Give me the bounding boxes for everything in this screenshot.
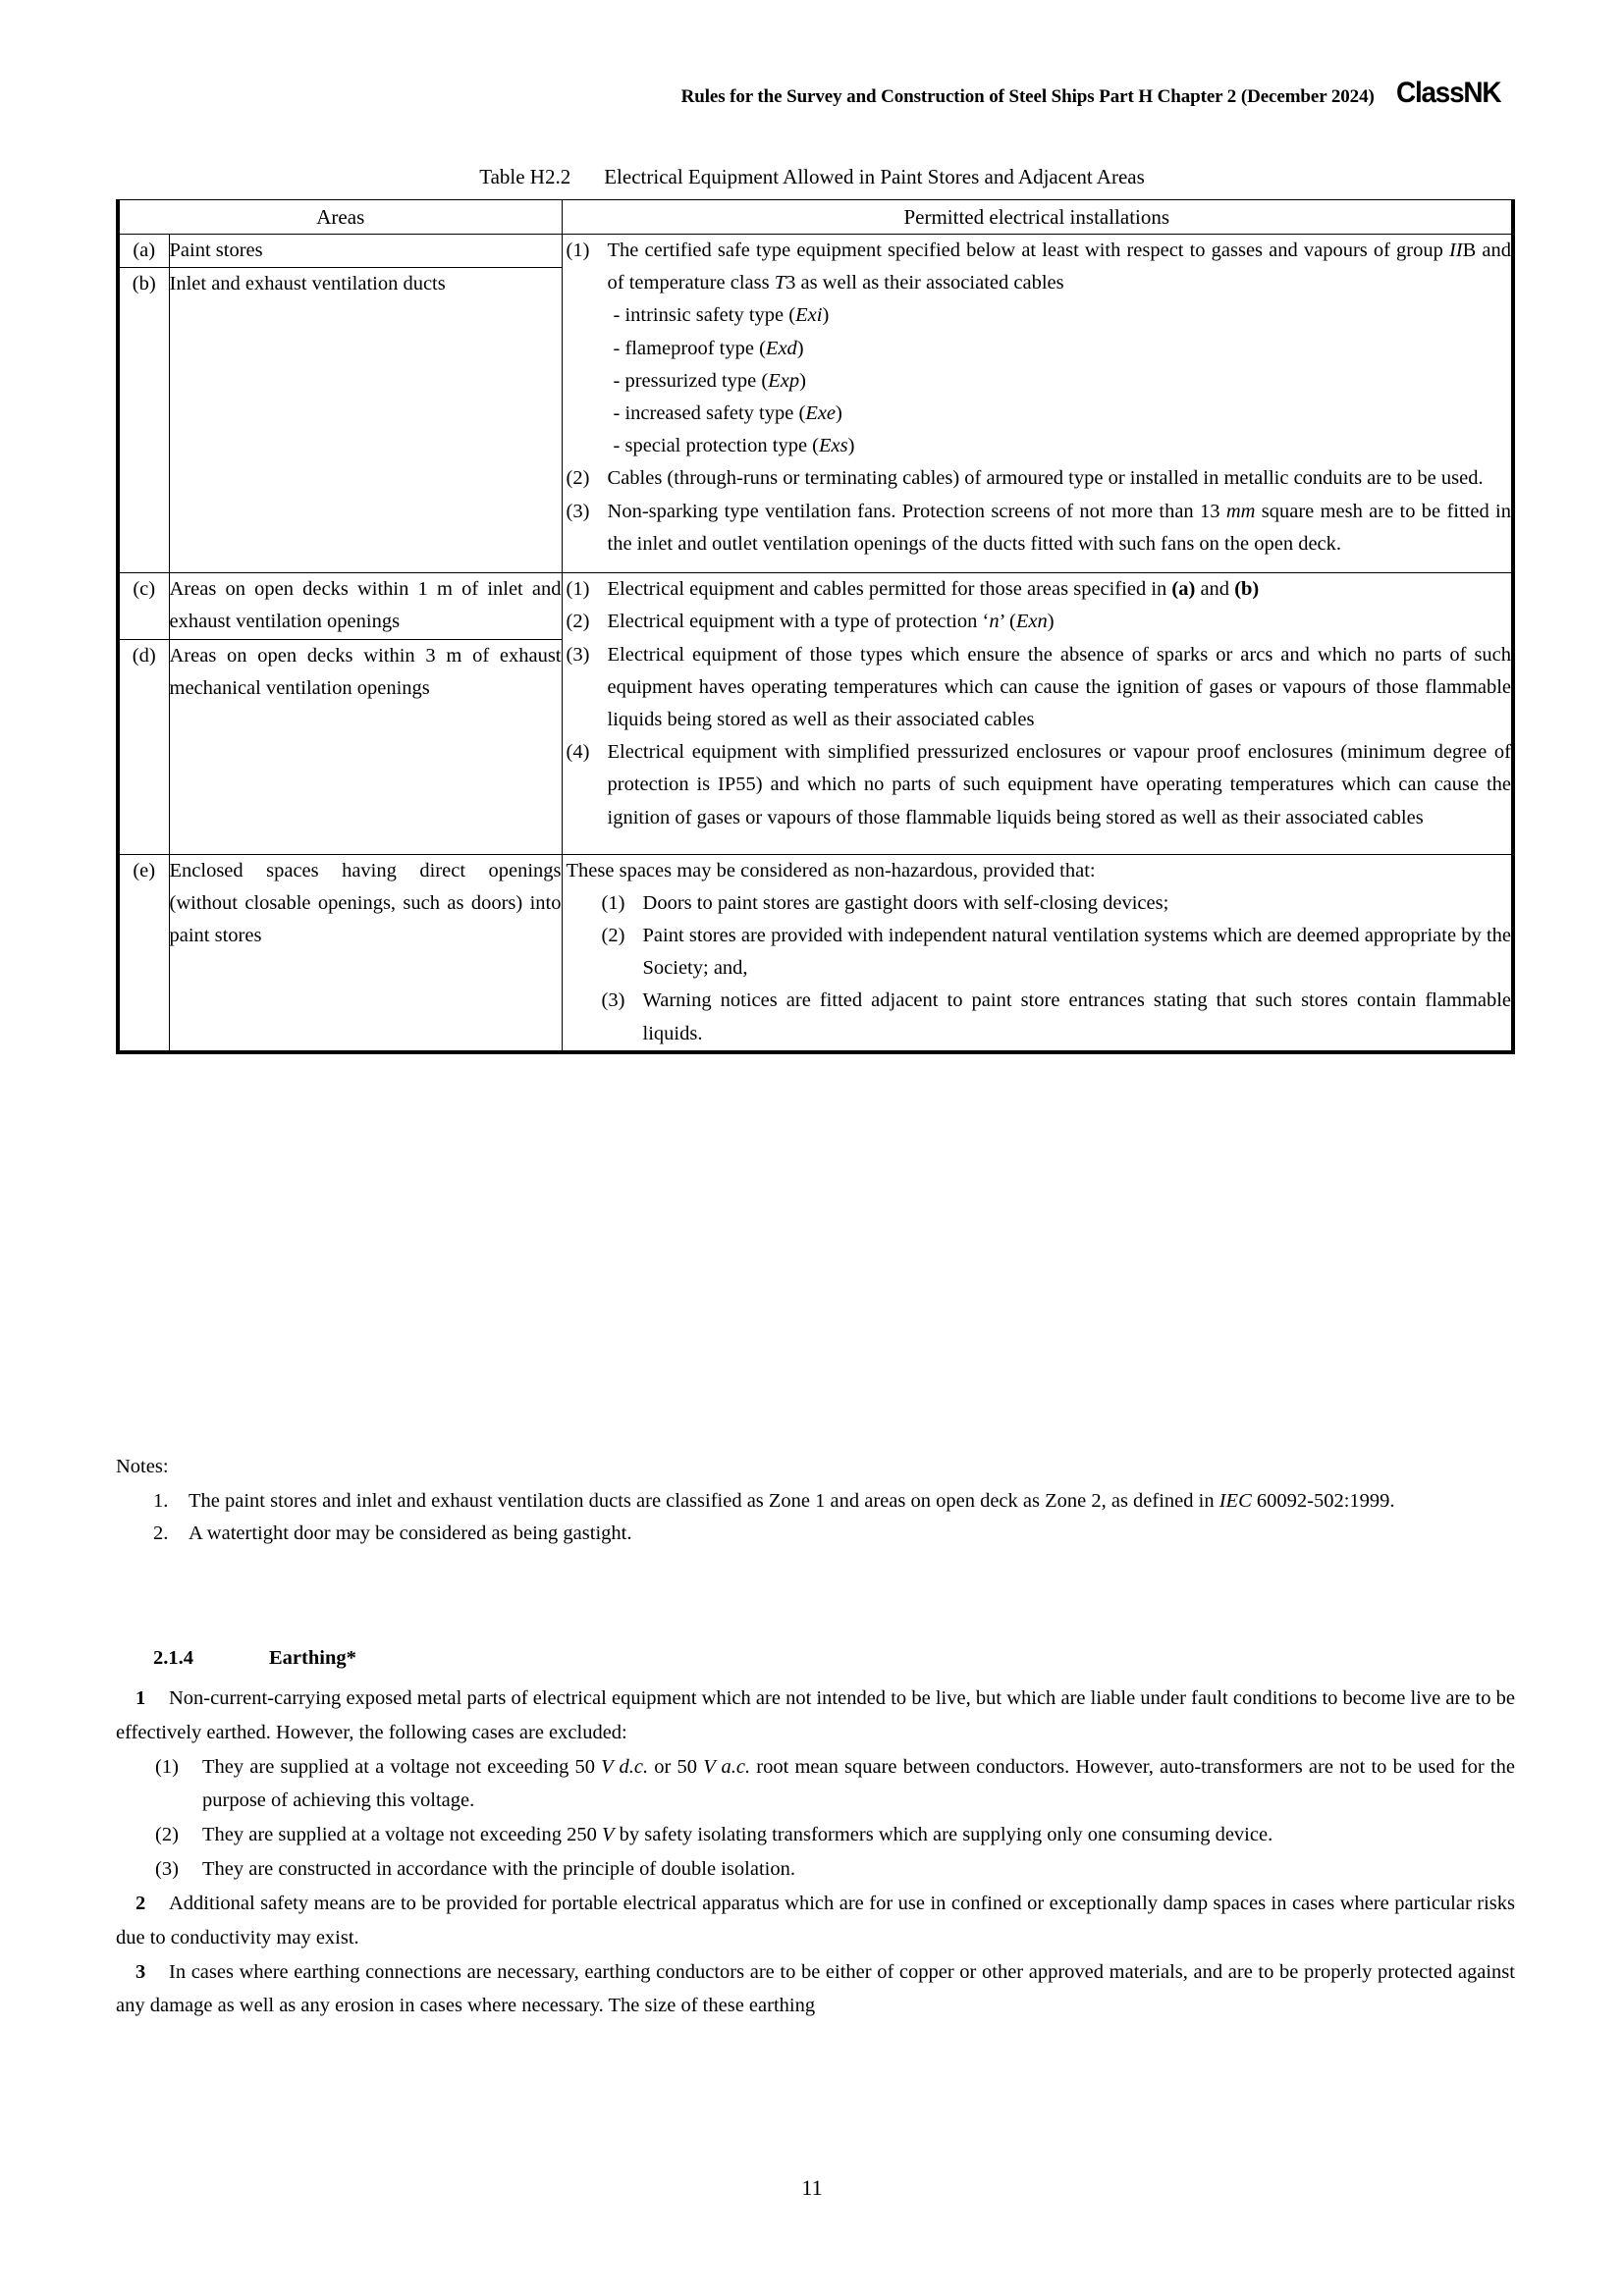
ex-type-code: Exd <box>765 337 797 359</box>
running-header <box>0 77 1624 110</box>
permitted-cell-ab <box>562 235 1513 573</box>
row-area-a: Paint stores <box>169 235 562 268</box>
row-area-d: Areas on open decks within 3 m of exhaust mechanical ventilation openings <box>169 639 562 854</box>
list-item <box>614 333 1512 365</box>
item-text-mid: and <box>1195 578 1235 601</box>
column-header-areas: Areas <box>118 200 562 235</box>
item-text-part1: Electrical equipment and cables permitted for those areas specified in <box>607 578 1172 601</box>
sub-item-number: (3) <box>155 1858 179 1881</box>
paragraph-text: In cases where earthing connections are necessary, earthing conductors are to be either of copper or other approved materials, and are to be properly protected against any damage as well as any erosion in cases where necessary. The size of these earthing <box>116 1960 1515 2017</box>
list-item <box>614 365 1512 398</box>
ex-type-list <box>563 299 1512 462</box>
row-letter-a: (a) <box>118 235 169 268</box>
list-item <box>563 606 1512 638</box>
ex-type-code: Exs <box>819 435 848 457</box>
sub-item <box>155 1852 1515 1887</box>
item-text: Electrical equipment with simplified pressurized enclosures or vapour proof enclosures (minimum degree of protection is IP55) and which no parts of such equipment have operating temperatures which can cause the ignition of gases or vapours of those flammable liquids being stored as well as their associated cables <box>607 741 1512 828</box>
paragraph-number: 1 <box>135 1686 146 1709</box>
voltage-dc: V d.c. <box>601 1755 649 1778</box>
list-item <box>563 235 1512 299</box>
item-text-part2: ’ ( <box>999 611 1016 633</box>
note-text-part1: The paint stores and inlet and exhaust ventilation ducts are classified as Zone 1 and areas on open deck as Zone 2, as defined in <box>189 1490 1219 1513</box>
item-text-part1: Non-sparking type ventilation fans. Protection screens of not more than 13 <box>607 500 1226 522</box>
sub-text: They are constructed in accordance with the principle of double isolation. <box>202 1858 795 1881</box>
row-area-b: Inlet and exhaust ventilation ducts <box>169 268 562 573</box>
item-number: (4) <box>566 741 590 764</box>
item-text: Electrical equipment of those types which ensure the absence of sparks or arcs and which no parts of such equipment haves operating temperatures which can cause the ignition of gases or vapours of those flammable liquids being stored as well as their associated cables <box>607 643 1512 731</box>
item-number: (1) <box>566 240 590 262</box>
ex-type-code: Exi <box>795 304 823 327</box>
item-number: (1) <box>566 578 590 601</box>
permitted-cell-e <box>562 854 1513 1052</box>
item-text: Warning notices are fitted adjacent to paint store entrances stating that such stores contain flammable liquids. <box>642 989 1512 1044</box>
intro-text: These spaces may be considered as non-hazardous, provided that: <box>566 859 1096 881</box>
unit-mm: mm <box>1225 500 1256 522</box>
protection-type-n: n <box>989 611 1000 633</box>
note-number: 1. <box>153 1490 169 1513</box>
sub-item <box>155 1750 1515 1819</box>
section-earthing <box>116 1641 1515 2023</box>
paragraph-2 <box>116 1887 1515 1955</box>
ex-type-close: ) <box>822 304 830 327</box>
row-letter-d: (d) <box>118 639 169 854</box>
standard-name: IEC <box>1218 1490 1252 1513</box>
item-text-part1: The certified safe type equipment specified below at least with respect to gasses and vapours of group <box>607 240 1449 262</box>
item-number: (2) <box>566 611 590 633</box>
list-item <box>563 462 1512 495</box>
item-text: Doors to paint stores are gastight doors with self-closing devices; <box>642 891 1169 914</box>
ex-type-label: - flameproof type ( <box>613 337 766 359</box>
sub-text-part1: They are supplied at a voltage not exceeding 250 <box>202 1824 603 1846</box>
note-item <box>153 1518 1515 1550</box>
notes-block <box>116 1451 1515 1551</box>
ex-type-close: ) <box>799 369 806 392</box>
table-row <box>118 854 1513 1052</box>
ex-type-label: - intrinsic safety type ( <box>613 304 796 327</box>
paragraph-text: Additional safety means are to be provided for portable electrical apparatus which are for use in confined or exceptionally damp spaces in cases where particular risks due to conductivity may exist. <box>116 1892 1515 1949</box>
paragraph-number: 3 <box>135 1960 146 1983</box>
item-text: Cables (through-runs or terminating cables) of armoured type or installed in metallic conduits are to be used. <box>607 467 1484 490</box>
ex-type-label: - special protection type ( <box>613 435 819 457</box>
item-text: Paint stores are provided with independent natural ventilation systems which are deemed appropriate by the Society; and, <box>642 925 1512 980</box>
page-number: 11 <box>801 2175 823 2200</box>
row-letter-c: (c) <box>118 573 169 639</box>
running-header-title: Rules for the Survey and Construction of Steel Ships Part H Chapter 2 (December 2024) <box>680 86 1375 107</box>
sub-text-part3: root mean square between conductors. However, auto-transformers are not to be used for the purpose of achieving this voltage. <box>202 1755 1515 1812</box>
item-text-part2: square mesh are to be fitted in the inlet and outlet ventilation openings of the ducts fitted with such fans on the open deck. <box>607 500 1511 555</box>
item-number: (3) <box>566 500 590 522</box>
table-caption <box>0 165 1624 189</box>
column-header-permitted: Permitted electrical installations <box>562 200 1513 235</box>
note-number: 2. <box>153 1522 169 1545</box>
row-area-c: Areas on open decks within 1 m of inlet and exhaust ventilation openings <box>169 573 562 639</box>
voltage-unit: V <box>602 1824 615 1846</box>
note-text: A watertight door may be considered as being gastight. <box>189 1522 632 1545</box>
ex-type-close: ) <box>847 435 855 457</box>
table-row <box>118 573 1513 639</box>
notes-label: Notes: <box>116 1456 169 1477</box>
paragraph-1 <box>116 1682 1515 1750</box>
table-caption-label: Table H2.2 <box>479 165 571 188</box>
sub-text-part1: They are supplied at a voltage not exceeding 50 <box>202 1755 602 1778</box>
classnk-logo: ClassNK <box>1395 77 1500 109</box>
gas-group: II <box>1448 240 1463 262</box>
ex-type-code: Exn <box>1015 611 1048 633</box>
permitted-cell-cd <box>562 573 1513 854</box>
temperature-class: T <box>774 272 786 294</box>
list-item <box>563 887 1512 920</box>
note-text-part2: 60092-502:1999. <box>1251 1490 1395 1513</box>
item-number: (2) <box>601 925 625 947</box>
sub-text-part2: by safety isolating transformers which are supplying only one consuming device. <box>614 1824 1273 1846</box>
item-number: (2) <box>566 467 590 490</box>
sub-text-part2: or 50 <box>648 1755 704 1778</box>
list-item <box>563 985 1512 1049</box>
row-area-e: Enclosed spaces having direct openings (without closable openings, such as doors) into paint stores <box>169 854 562 1052</box>
sub-item <box>155 1818 1515 1852</box>
list-item <box>563 736 1512 834</box>
item-number: (1) <box>601 891 625 914</box>
row-letter-b: (b) <box>118 268 169 573</box>
table-row <box>118 235 1513 268</box>
list-item <box>614 398 1512 430</box>
paragraph-text: Non-current-carrying exposed metal parts of electrical equipment which are not intended to be live, but which are liable under fault conditions to become live are to be effectively earthed. However, the following cases are excluded: <box>116 1686 1515 1743</box>
paragraph-3 <box>116 1955 1515 2024</box>
voltage-ac: V a.c. <box>703 1755 751 1778</box>
item-text-part3: 3 as well as their associated cables <box>785 272 1064 294</box>
item-number: (3) <box>566 643 590 666</box>
ex-type-close: ) <box>796 337 804 359</box>
table-header-row <box>118 200 1513 235</box>
ex-type-code: Exe <box>805 402 837 425</box>
list-item <box>563 639 1512 737</box>
item-text-part2: B and of temperature class <box>607 240 1512 294</box>
list-item <box>563 920 1512 985</box>
ex-type-label: - pressurized type ( <box>613 369 769 392</box>
sub-item-number: (2) <box>155 1824 179 1846</box>
ex-type-code: Exp <box>768 369 800 392</box>
list-item <box>563 496 1512 561</box>
item-text-part1: Electrical equipment with a type of protection ‘ <box>607 611 990 633</box>
section-title: Earthing* <box>269 1647 356 1669</box>
note-item <box>153 1485 1515 1518</box>
ex-type-label: - increased safety type ( <box>613 402 806 425</box>
table-caption-text: Electrical Equipment Allowed in Paint Stores and Adjacent Areas <box>604 165 1145 188</box>
ex-type-close: ) <box>836 402 842 425</box>
item-number: (3) <box>601 989 625 1012</box>
section-heading <box>116 1641 1515 1676</box>
section-number: 2.1.4 <box>153 1647 193 1669</box>
paragraph-number: 2 <box>135 1892 146 1914</box>
list-item <box>563 573 1512 606</box>
table-h2-2 <box>116 199 1515 1054</box>
list-item <box>614 299 1512 332</box>
area-ref-a: (a) <box>1171 578 1196 601</box>
item-text-part3: ) <box>1047 611 1055 633</box>
row-letter-e: (e) <box>118 854 169 1052</box>
sub-item-number: (1) <box>155 1755 179 1778</box>
list-item <box>614 430 1512 462</box>
area-ref-b: (b) <box>1234 578 1260 601</box>
